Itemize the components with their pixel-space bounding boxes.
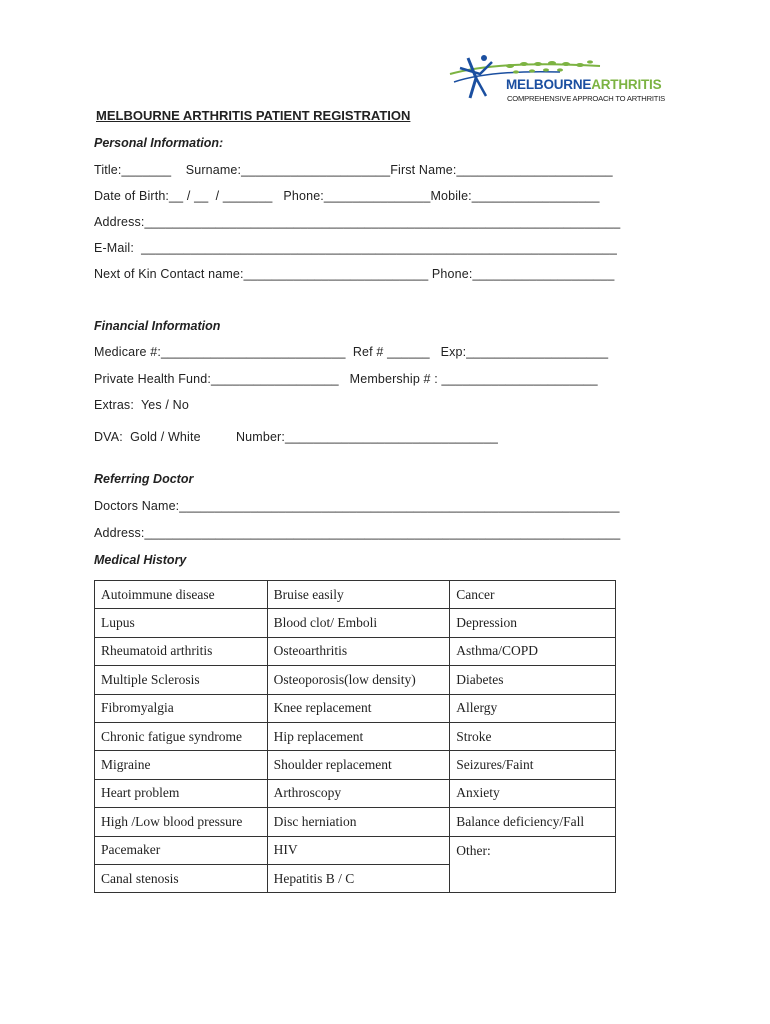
condition-cell[interactable]: Depression	[450, 609, 616, 637]
extras-option[interactable]: Extras: Yes / No	[94, 398, 189, 412]
condition-cell[interactable]: Bruise easily	[267, 581, 450, 609]
condition-cell[interactable]: Cancer	[450, 581, 616, 609]
condition-cell[interactable]: Blood clot/ Emboli	[267, 609, 450, 637]
table-row	[95, 581, 616, 609]
condition-cell[interactable]: Autoimmune disease	[95, 581, 268, 609]
next-of-kin-field[interactable]: Next of Kin Contact name:__________________________ Phone:____________________	[94, 267, 615, 281]
dob-phone-mobile-field[interactable]: Date of Birth:__ / __ / _______ Phone:_______________Mobile:__________________	[94, 189, 600, 203]
condition-cell[interactable]: Asthma/COPD	[450, 637, 616, 665]
condition-cell[interactable]: Seizures/Faint	[450, 751, 616, 779]
condition-cell[interactable]: Canal stenosis	[95, 864, 268, 892]
condition-cell[interactable]: Arthroscopy	[267, 779, 450, 807]
condition-cell[interactable]: Rheumatoid arthritis	[95, 637, 268, 665]
condition-cell[interactable]: Osteoporosis(low density)	[267, 666, 450, 694]
condition-cell[interactable]: Diabetes	[450, 666, 616, 694]
referring-doctor-heading: Referring Doctor	[94, 472, 194, 486]
condition-cell[interactable]: Multiple Sclerosis	[95, 666, 268, 694]
condition-cell[interactable]: Stroke	[450, 722, 616, 750]
condition-cell[interactable]: Chronic fatigue syndrome	[95, 722, 268, 750]
condition-cell[interactable]: Allergy	[450, 694, 616, 722]
medical-history-heading: Medical History	[94, 553, 187, 567]
condition-cell[interactable]: Fibromyalgia	[95, 694, 268, 722]
medical-history-table	[94, 580, 616, 893]
condition-cell[interactable]: HIV	[267, 836, 450, 864]
table-row	[95, 666, 616, 694]
title-surname-firstname-field[interactable]: Title:_______ Surname:_____________________First Name:______________________	[94, 163, 613, 177]
dva-number-field[interactable]: Number:______________________________	[236, 430, 499, 444]
medicare-field[interactable]: Medicare #:__________________________ Ref # ______ Exp:____________________	[94, 345, 609, 359]
condition-cell[interactable]: Knee replacement	[267, 694, 450, 722]
table-row	[95, 637, 616, 665]
condition-cell[interactable]: Heart problem	[95, 779, 268, 807]
table-row	[95, 779, 616, 807]
other-condition-cell[interactable]: Other:	[450, 836, 616, 893]
condition-cell[interactable]: Hepatitis B / C	[267, 864, 450, 892]
condition-cell[interactable]: Disc herniation	[267, 808, 450, 836]
brand-name: MELBOURNEARTHRITIS	[506, 77, 662, 92]
condition-cell[interactable]: Lupus	[95, 609, 268, 637]
email-field[interactable]: E-Mail: ___________________________________________________________________	[94, 241, 618, 255]
doctor-name-field[interactable]: Doctors Name:______________________________________________________________	[94, 499, 620, 513]
condition-cell[interactable]: Osteoarthritis	[267, 637, 450, 665]
address-field[interactable]: Address:___________________________________________________________________	[94, 215, 621, 229]
condition-cell[interactable]: Pacemaker	[95, 836, 268, 864]
doctor-address-field[interactable]: Address:___________________________________________________________________	[94, 526, 621, 540]
brand-tagline: COMPREHENSIVE APPROACH TO ARTHRITIS	[507, 94, 665, 103]
table-row	[95, 836, 616, 864]
condition-cell[interactable]: Shoulder replacement	[267, 751, 450, 779]
condition-cell[interactable]: Anxiety	[450, 779, 616, 807]
page-title: MELBOURNE ARTHRITIS PATIENT REGISTRATION	[96, 108, 411, 123]
clinic-logo	[440, 52, 665, 110]
table-row	[95, 808, 616, 836]
table-row	[95, 722, 616, 750]
table-row	[95, 609, 616, 637]
personal-info-heading: Personal Information:	[94, 136, 224, 150]
table-row	[95, 751, 616, 779]
condition-cell[interactable]: Migraine	[95, 751, 268, 779]
condition-cell[interactable]: High /Low blood pressure	[95, 808, 268, 836]
dva-option[interactable]: DVA: Gold / White	[94, 430, 201, 444]
financial-info-heading: Financial Information	[94, 319, 221, 333]
table-row	[95, 694, 616, 722]
condition-cell[interactable]: Hip replacement	[267, 722, 450, 750]
condition-cell[interactable]: Balance deficiency/Fall	[450, 808, 616, 836]
private-health-fund-field[interactable]: Private Health Fund:__________________ Membership # : ______________________	[94, 372, 598, 386]
